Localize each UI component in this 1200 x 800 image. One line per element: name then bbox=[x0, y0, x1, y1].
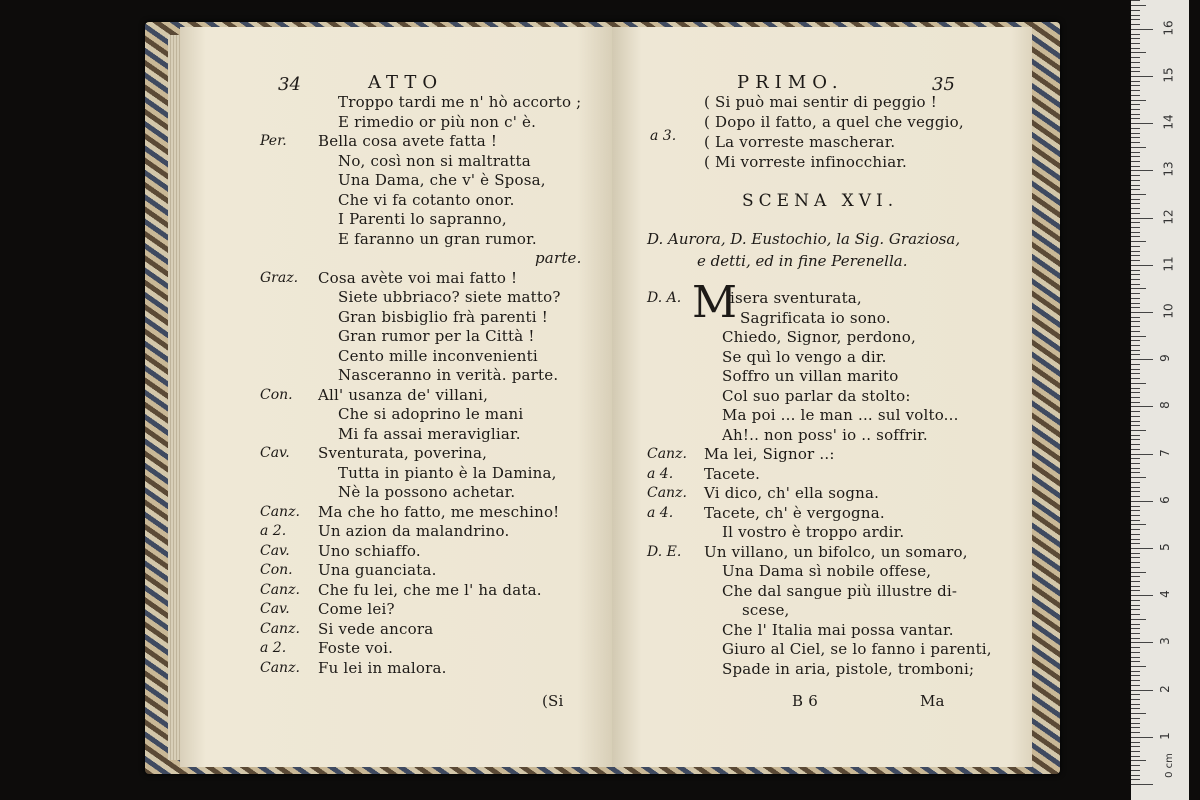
ruler-tick bbox=[1131, 642, 1153, 643]
ruler-tick bbox=[1131, 657, 1140, 658]
ruler-tick bbox=[1131, 350, 1140, 351]
ruler-tick bbox=[1131, 775, 1140, 776]
right-verse-line: scese, bbox=[742, 601, 790, 619]
ruler-tick bbox=[1131, 180, 1140, 181]
ruler-tick bbox=[1131, 246, 1140, 247]
left-speaker-label: a 2. bbox=[260, 640, 287, 656]
ruler-tick bbox=[1131, 690, 1153, 691]
ruler-tick bbox=[1131, 425, 1140, 426]
ruler-tick bbox=[1131, 449, 1140, 450]
ruler-tick bbox=[1131, 255, 1140, 256]
ruler-tick bbox=[1131, 647, 1140, 648]
ruler-tick bbox=[1131, 501, 1153, 502]
ruler-tick bbox=[1131, 496, 1140, 497]
ruler-tick bbox=[1131, 406, 1153, 407]
ruler-tick bbox=[1131, 614, 1140, 615]
left-verse-line: Che si adoprino le mani bbox=[338, 405, 524, 423]
ruler-tick bbox=[1131, 364, 1140, 365]
ruler-tick bbox=[1131, 270, 1140, 271]
ruler-number: 8 bbox=[1157, 401, 1172, 410]
ruler-tick bbox=[1131, 633, 1140, 634]
ruler-tick bbox=[1131, 161, 1140, 162]
left-speaker-label: a 2. bbox=[260, 523, 287, 539]
ruler-tick bbox=[1131, 288, 1146, 289]
left-verse-line: Sventurata, poverina, bbox=[318, 444, 488, 462]
ruler-tick bbox=[1131, 746, 1140, 747]
ruler-tick bbox=[1131, 71, 1140, 72]
right-verse-line: Ah!.. non poss' io .. soffrir. bbox=[722, 425, 928, 444]
right-page-number: 35 bbox=[932, 74, 955, 95]
ruler-tick bbox=[1131, 609, 1140, 610]
right-top-verse-line: ( Si può mai sentir di peggio ! bbox=[704, 93, 937, 111]
ruler-tick bbox=[1131, 142, 1140, 143]
ruler-tick bbox=[1131, 293, 1140, 294]
ruler-tick bbox=[1131, 751, 1140, 752]
left-verse-line: Siete ubbriaco? siete matto? bbox=[338, 288, 561, 306]
ruler-tick bbox=[1131, 779, 1140, 780]
left-verse-line: No, così non si maltratta bbox=[338, 151, 531, 170]
left-verse-line: Mi fa assai meravigliar. bbox=[338, 424, 521, 443]
right-verse-line: Che dal sangue più illustre di- bbox=[722, 581, 958, 600]
ruler-tick bbox=[1131, 713, 1146, 714]
ruler-tick bbox=[1131, 123, 1153, 124]
left-speaker-label: Per. bbox=[260, 133, 287, 149]
ruler-number: 11 bbox=[1161, 256, 1176, 272]
left-verse-line: Fu lei in malora. bbox=[318, 658, 447, 677]
ruler-tick bbox=[1131, 336, 1146, 337]
left-verse-line: Uno schiaffo. bbox=[318, 541, 421, 560]
ruler-tick bbox=[1131, 435, 1140, 436]
left-speaker-label: Con. bbox=[260, 386, 293, 403]
left-verse-line: I Parenti lo sapranno, bbox=[338, 210, 507, 228]
ruler-tick bbox=[1131, 661, 1140, 662]
ruler-tick bbox=[1131, 100, 1146, 101]
right-verse-line: Che l' Italia mai possa vantar. bbox=[722, 620, 954, 639]
ruler-tick bbox=[1131, 520, 1140, 521]
ruler-tick bbox=[1131, 175, 1140, 176]
ruler-tick bbox=[1131, 76, 1153, 77]
ruler-tick bbox=[1131, 203, 1140, 204]
ruler-tick bbox=[1131, 652, 1140, 653]
ruler-tick bbox=[1131, 454, 1153, 455]
ruler-tick bbox=[1131, 723, 1140, 724]
ruler-tick bbox=[1131, 62, 1140, 63]
ruler-tick bbox=[1131, 303, 1140, 304]
ruler-tick bbox=[1131, 675, 1140, 676]
left-verse-line: Tutta in pianto è la Damina, bbox=[338, 463, 557, 482]
ruler-tick bbox=[1131, 586, 1140, 587]
ruler-number: 13 bbox=[1161, 161, 1176, 178]
ruler-tick bbox=[1131, 704, 1140, 705]
ruler-tick bbox=[1131, 326, 1140, 327]
ruler-number: 14 bbox=[1161, 114, 1176, 130]
left-speaker-label: Canz. bbox=[260, 620, 300, 637]
left-verse-line: Che vi fa cotanto onor. bbox=[338, 190, 515, 209]
cast-line-1: D. Aurora, D. Eustochio, la Sig. Graziosa, bbox=[647, 230, 961, 248]
ruler-tick bbox=[1131, 95, 1140, 96]
ruler-number: 7 bbox=[1157, 448, 1172, 457]
left-verse-line: Ma che ho fatto, me meschino! bbox=[318, 502, 560, 521]
ruler-tick bbox=[1131, 19, 1140, 20]
ruler-tick bbox=[1131, 562, 1140, 563]
ruler-tick bbox=[1131, 557, 1140, 558]
right-running-header: PRIMO. bbox=[737, 72, 844, 93]
ruler-tick bbox=[1131, 114, 1140, 115]
left-verse-line: Un azion da malandrino. bbox=[318, 522, 510, 540]
ruler-number: 3 bbox=[1157, 637, 1172, 646]
right-verse-line: Tacete. bbox=[704, 464, 761, 483]
right-speaker-label: Canz. bbox=[647, 446, 687, 462]
left-verse-line: Come lei? bbox=[318, 600, 395, 618]
right-top-verse-line: ( Mi vorreste infinocchiar. bbox=[704, 153, 908, 171]
ruler-tick bbox=[1131, 57, 1140, 58]
right-verse-line: Col suo parlar da stolto: bbox=[722, 386, 911, 405]
ruler-tick bbox=[1131, 340, 1140, 341]
ruler-tick bbox=[1131, 0, 1140, 1]
dropcap-speaker: D. A. bbox=[647, 290, 682, 306]
left-verse-line: Gran bisbiglio frà parenti ! bbox=[338, 307, 548, 326]
ruler-tick bbox=[1131, 81, 1140, 82]
ruler-tick bbox=[1131, 416, 1140, 417]
ruler-tick bbox=[1131, 218, 1153, 219]
ruler-tick bbox=[1131, 29, 1153, 30]
ruler-tick bbox=[1131, 439, 1140, 440]
ruler-tick bbox=[1131, 581, 1140, 582]
left-verse-line: Che fu lei, che me l' ha data. bbox=[318, 580, 542, 599]
right-verse-line: Un villano, un bifolco, un somaro, bbox=[704, 542, 968, 561]
ruler-tick bbox=[1131, 321, 1140, 322]
left-speaker-label: Con. bbox=[260, 562, 293, 578]
ruler-tick bbox=[1131, 605, 1140, 606]
ruler-tick bbox=[1131, 718, 1140, 719]
scene-title: SCENA XVI. bbox=[742, 191, 899, 211]
ruler-tick bbox=[1131, 236, 1140, 237]
ruler-tick bbox=[1131, 279, 1140, 280]
right-top-verse-line: ( La vorreste mascherar. bbox=[704, 133, 896, 151]
ruler-tick bbox=[1131, 770, 1140, 771]
ruler-tick bbox=[1131, 90, 1140, 91]
ruler-tick bbox=[1131, 463, 1140, 464]
ruler-tick bbox=[1131, 199, 1140, 200]
ruler-tick bbox=[1131, 765, 1140, 766]
ruler-tick bbox=[1131, 397, 1140, 398]
right-speaker-label: a 4. bbox=[647, 504, 674, 521]
ruler-tick bbox=[1131, 241, 1146, 242]
ruler-tick bbox=[1131, 232, 1140, 233]
measurement-ruler bbox=[1131, 0, 1189, 800]
ruler-tick bbox=[1131, 43, 1140, 44]
left-verse-line: Foste voi. bbox=[318, 639, 394, 657]
ruler-tick bbox=[1131, 152, 1140, 153]
ruler-tick bbox=[1131, 737, 1153, 738]
ruler-tick bbox=[1131, 189, 1140, 190]
ruler-tick bbox=[1131, 756, 1140, 757]
signature-mark: B 6 bbox=[792, 692, 818, 710]
left-speaker-label: Cav. bbox=[260, 542, 290, 559]
ruler-tick bbox=[1131, 402, 1140, 403]
right-verse-line: isera sventurata, bbox=[730, 289, 862, 307]
left-speaker-label: Cav. bbox=[260, 445, 290, 461]
ruler-tick bbox=[1131, 619, 1146, 620]
ruler-tick bbox=[1131, 392, 1140, 393]
left-verse-line: E faranno un gran rumor. bbox=[338, 229, 537, 248]
ruler-tick bbox=[1131, 529, 1140, 530]
right-speaker-label: Canz. bbox=[647, 485, 687, 501]
ruler-tick bbox=[1131, 15, 1140, 16]
ruler-number: 16 bbox=[1161, 20, 1176, 36]
ruler-tick bbox=[1131, 534, 1140, 535]
ruler-tick bbox=[1131, 732, 1140, 733]
left-verse-line: parte. bbox=[535, 249, 582, 267]
ruler-tick bbox=[1131, 48, 1140, 49]
ruler-tick bbox=[1131, 383, 1146, 384]
right-verse-line: Se quì lo vengo a dir. bbox=[722, 347, 887, 366]
left-verse-line: Si vede ancora bbox=[318, 619, 434, 638]
ruler-tick bbox=[1131, 694, 1140, 695]
ruler-tick bbox=[1131, 539, 1140, 540]
ruler-tick bbox=[1131, 472, 1140, 473]
ruler-tick bbox=[1131, 388, 1140, 389]
right-page bbox=[612, 27, 1032, 767]
ruler-tick bbox=[1131, 506, 1140, 507]
ruler-number: 2 bbox=[1157, 684, 1172, 693]
right-top-verse-line: ( Dopo il fatto, a quel che veggio, bbox=[704, 113, 964, 131]
ruler-tick bbox=[1131, 147, 1146, 148]
ruler-tick bbox=[1131, 260, 1140, 261]
left-verse-line: Troppo tardi me n' hò accorto ; bbox=[338, 93, 582, 111]
ruler-tick bbox=[1131, 671, 1140, 672]
left-page-number: 34 bbox=[278, 74, 301, 95]
left-speaker-label: Cav. bbox=[260, 601, 290, 617]
ruler-tick bbox=[1131, 666, 1146, 667]
ruler-tick bbox=[1131, 118, 1140, 119]
ruler-tick bbox=[1131, 359, 1153, 360]
ruler-tick bbox=[1131, 274, 1140, 275]
ruler-tick bbox=[1131, 222, 1140, 223]
ruler-tick bbox=[1131, 208, 1140, 209]
ruler-tick bbox=[1131, 784, 1153, 785]
ruler-tick bbox=[1131, 624, 1140, 625]
ruler-unit-label: 0 cm bbox=[1163, 753, 1175, 778]
ruler-tick bbox=[1131, 10, 1140, 11]
right-verse-line: Tacete, ch' è vergogna. bbox=[704, 503, 885, 522]
ruler-tick bbox=[1131, 628, 1140, 629]
left-verse-line: Bella cosa avete fatta ! bbox=[318, 132, 498, 150]
left-verse-line: Cento mille inconvenienti bbox=[338, 346, 538, 365]
left-speaker-label: Canz. bbox=[260, 503, 300, 520]
ruler-tick bbox=[1131, 38, 1140, 39]
ruler-tick bbox=[1131, 227, 1140, 228]
right-catchword: Ma bbox=[920, 692, 945, 710]
ruler-tick bbox=[1131, 166, 1140, 167]
ruler-tick bbox=[1131, 24, 1140, 25]
left-speaker-label: Canz. bbox=[260, 659, 300, 676]
left-verse-line: Nasceranno in verità. parte. bbox=[338, 366, 559, 384]
ruler-tick bbox=[1131, 251, 1140, 252]
left-verse-line: Nè la possono achetar. bbox=[338, 483, 516, 501]
left-speaker-label: Canz. bbox=[260, 581, 300, 598]
ruler-tick bbox=[1131, 5, 1146, 6]
ruler-tick bbox=[1131, 458, 1140, 459]
ruler-tick bbox=[1131, 482, 1140, 483]
ruler-tick bbox=[1131, 373, 1140, 374]
left-verse-line: Una Dama, che v' è Sposa, bbox=[338, 171, 546, 189]
ruler-tick bbox=[1131, 576, 1140, 577]
ruler-tick bbox=[1131, 345, 1140, 346]
right-verse-line: Vi dico, ch' ella sogna. bbox=[704, 484, 880, 502]
ruler-number: 5 bbox=[1157, 543, 1172, 551]
ruler-tick bbox=[1131, 104, 1140, 105]
right-verse-line: Ma lei, Signor ..: bbox=[704, 445, 835, 463]
ruler-number: 4 bbox=[1157, 590, 1172, 599]
a3-label: a 3. bbox=[650, 128, 677, 144]
ruler-tick bbox=[1131, 331, 1140, 332]
left-page bbox=[180, 27, 612, 767]
left-verse-line: Cosa avète voi mai fatto ! bbox=[318, 268, 518, 287]
ruler-tick bbox=[1131, 369, 1140, 370]
ruler-tick bbox=[1131, 468, 1140, 469]
left-running-header: ATTO bbox=[368, 72, 444, 93]
ruler-tick bbox=[1131, 477, 1146, 478]
ruler-tick bbox=[1131, 298, 1140, 299]
ruler-number: 12 bbox=[1161, 208, 1176, 225]
ruler-tick bbox=[1131, 595, 1153, 596]
ruler-tick bbox=[1131, 307, 1140, 308]
ruler-tick bbox=[1131, 52, 1146, 53]
right-verse-line: Ma poi ... le man ... sul volto... bbox=[722, 406, 959, 424]
ruler-tick bbox=[1131, 378, 1140, 379]
left-verse-line: All' usanza de' villani, bbox=[318, 385, 489, 404]
ruler-tick bbox=[1131, 430, 1146, 431]
left-verse-line: Gran rumor per la Città ! bbox=[338, 327, 535, 345]
ruler-tick bbox=[1131, 510, 1140, 511]
ruler-tick bbox=[1131, 354, 1140, 355]
ruler-tick bbox=[1131, 685, 1140, 686]
right-verse-line: Il vostro è troppo ardir. bbox=[722, 523, 905, 541]
ruler-tick bbox=[1131, 590, 1140, 591]
left-catchword: (Si bbox=[542, 692, 564, 710]
ruler-tick bbox=[1131, 553, 1140, 554]
cast-line-2: e detti, ed in fine Perenella. bbox=[697, 252, 908, 270]
ruler-tick bbox=[1131, 567, 1140, 568]
ruler-tick bbox=[1131, 421, 1140, 422]
ruler-tick bbox=[1131, 317, 1140, 318]
right-verse-line: Soffro un villan marito bbox=[722, 367, 899, 385]
right-verse-line: Chiedo, Signor, perdono, bbox=[722, 328, 916, 346]
ruler-tick bbox=[1131, 572, 1146, 573]
ruler-tick bbox=[1131, 213, 1140, 214]
ruler-tick bbox=[1131, 742, 1140, 743]
ruler-tick bbox=[1131, 543, 1140, 544]
ruler-tick bbox=[1131, 67, 1140, 68]
left-verse-line: Una guanciata. bbox=[318, 561, 437, 579]
ruler-tick bbox=[1131, 34, 1140, 35]
ruler-tick bbox=[1131, 137, 1140, 138]
ruler-tick bbox=[1131, 638, 1140, 639]
ruler-tick bbox=[1131, 133, 1140, 134]
ruler-number: 10 bbox=[1161, 303, 1176, 319]
ruler-tick bbox=[1131, 128, 1140, 129]
right-verse-line: Spade in aria, pistole, tromboni; bbox=[722, 659, 975, 678]
drop-cap-letter: M bbox=[692, 277, 738, 328]
ruler-tick bbox=[1131, 708, 1140, 709]
ruler-tick bbox=[1131, 727, 1140, 728]
ruler-tick bbox=[1131, 170, 1153, 171]
ruler-tick bbox=[1131, 600, 1140, 601]
ruler-tick bbox=[1131, 444, 1140, 445]
ruler-tick bbox=[1131, 487, 1140, 488]
ruler-number: 6 bbox=[1157, 495, 1172, 504]
ruler-tick bbox=[1131, 194, 1146, 195]
ruler-number: 9 bbox=[1157, 354, 1172, 363]
ruler-tick bbox=[1131, 411, 1140, 412]
ruler-tick bbox=[1131, 699, 1140, 700]
left-speaker-label: Graz. bbox=[260, 269, 299, 286]
right-speaker-label: D. E. bbox=[647, 543, 682, 560]
right-verse-line: Una Dama sì nobile offese, bbox=[722, 562, 932, 580]
ruler-tick bbox=[1131, 760, 1146, 761]
ruler-number: 15 bbox=[1161, 67, 1176, 83]
ruler-tick bbox=[1131, 185, 1140, 186]
ruler-tick bbox=[1131, 85, 1140, 86]
ruler-tick bbox=[1131, 680, 1140, 681]
ruler-tick bbox=[1131, 265, 1153, 266]
ruler-tick bbox=[1131, 548, 1153, 549]
ruler-tick bbox=[1131, 312, 1153, 313]
right-verse-line: Giuro al Ciel, se lo fanno i parenti, bbox=[722, 640, 992, 658]
right-verse-line: Sagrificata io sono. bbox=[740, 308, 891, 327]
ruler-number: 1 bbox=[1157, 731, 1172, 740]
left-verse-line: E rimedio or più non c' è. bbox=[338, 112, 537, 131]
right-speaker-label: a 4. bbox=[647, 465, 674, 482]
ruler-tick bbox=[1131, 156, 1140, 157]
ruler-tick bbox=[1131, 284, 1140, 285]
ruler-tick bbox=[1131, 524, 1146, 525]
ruler-tick bbox=[1131, 109, 1140, 110]
ruler-tick bbox=[1131, 515, 1140, 516]
ruler-tick bbox=[1131, 491, 1140, 492]
